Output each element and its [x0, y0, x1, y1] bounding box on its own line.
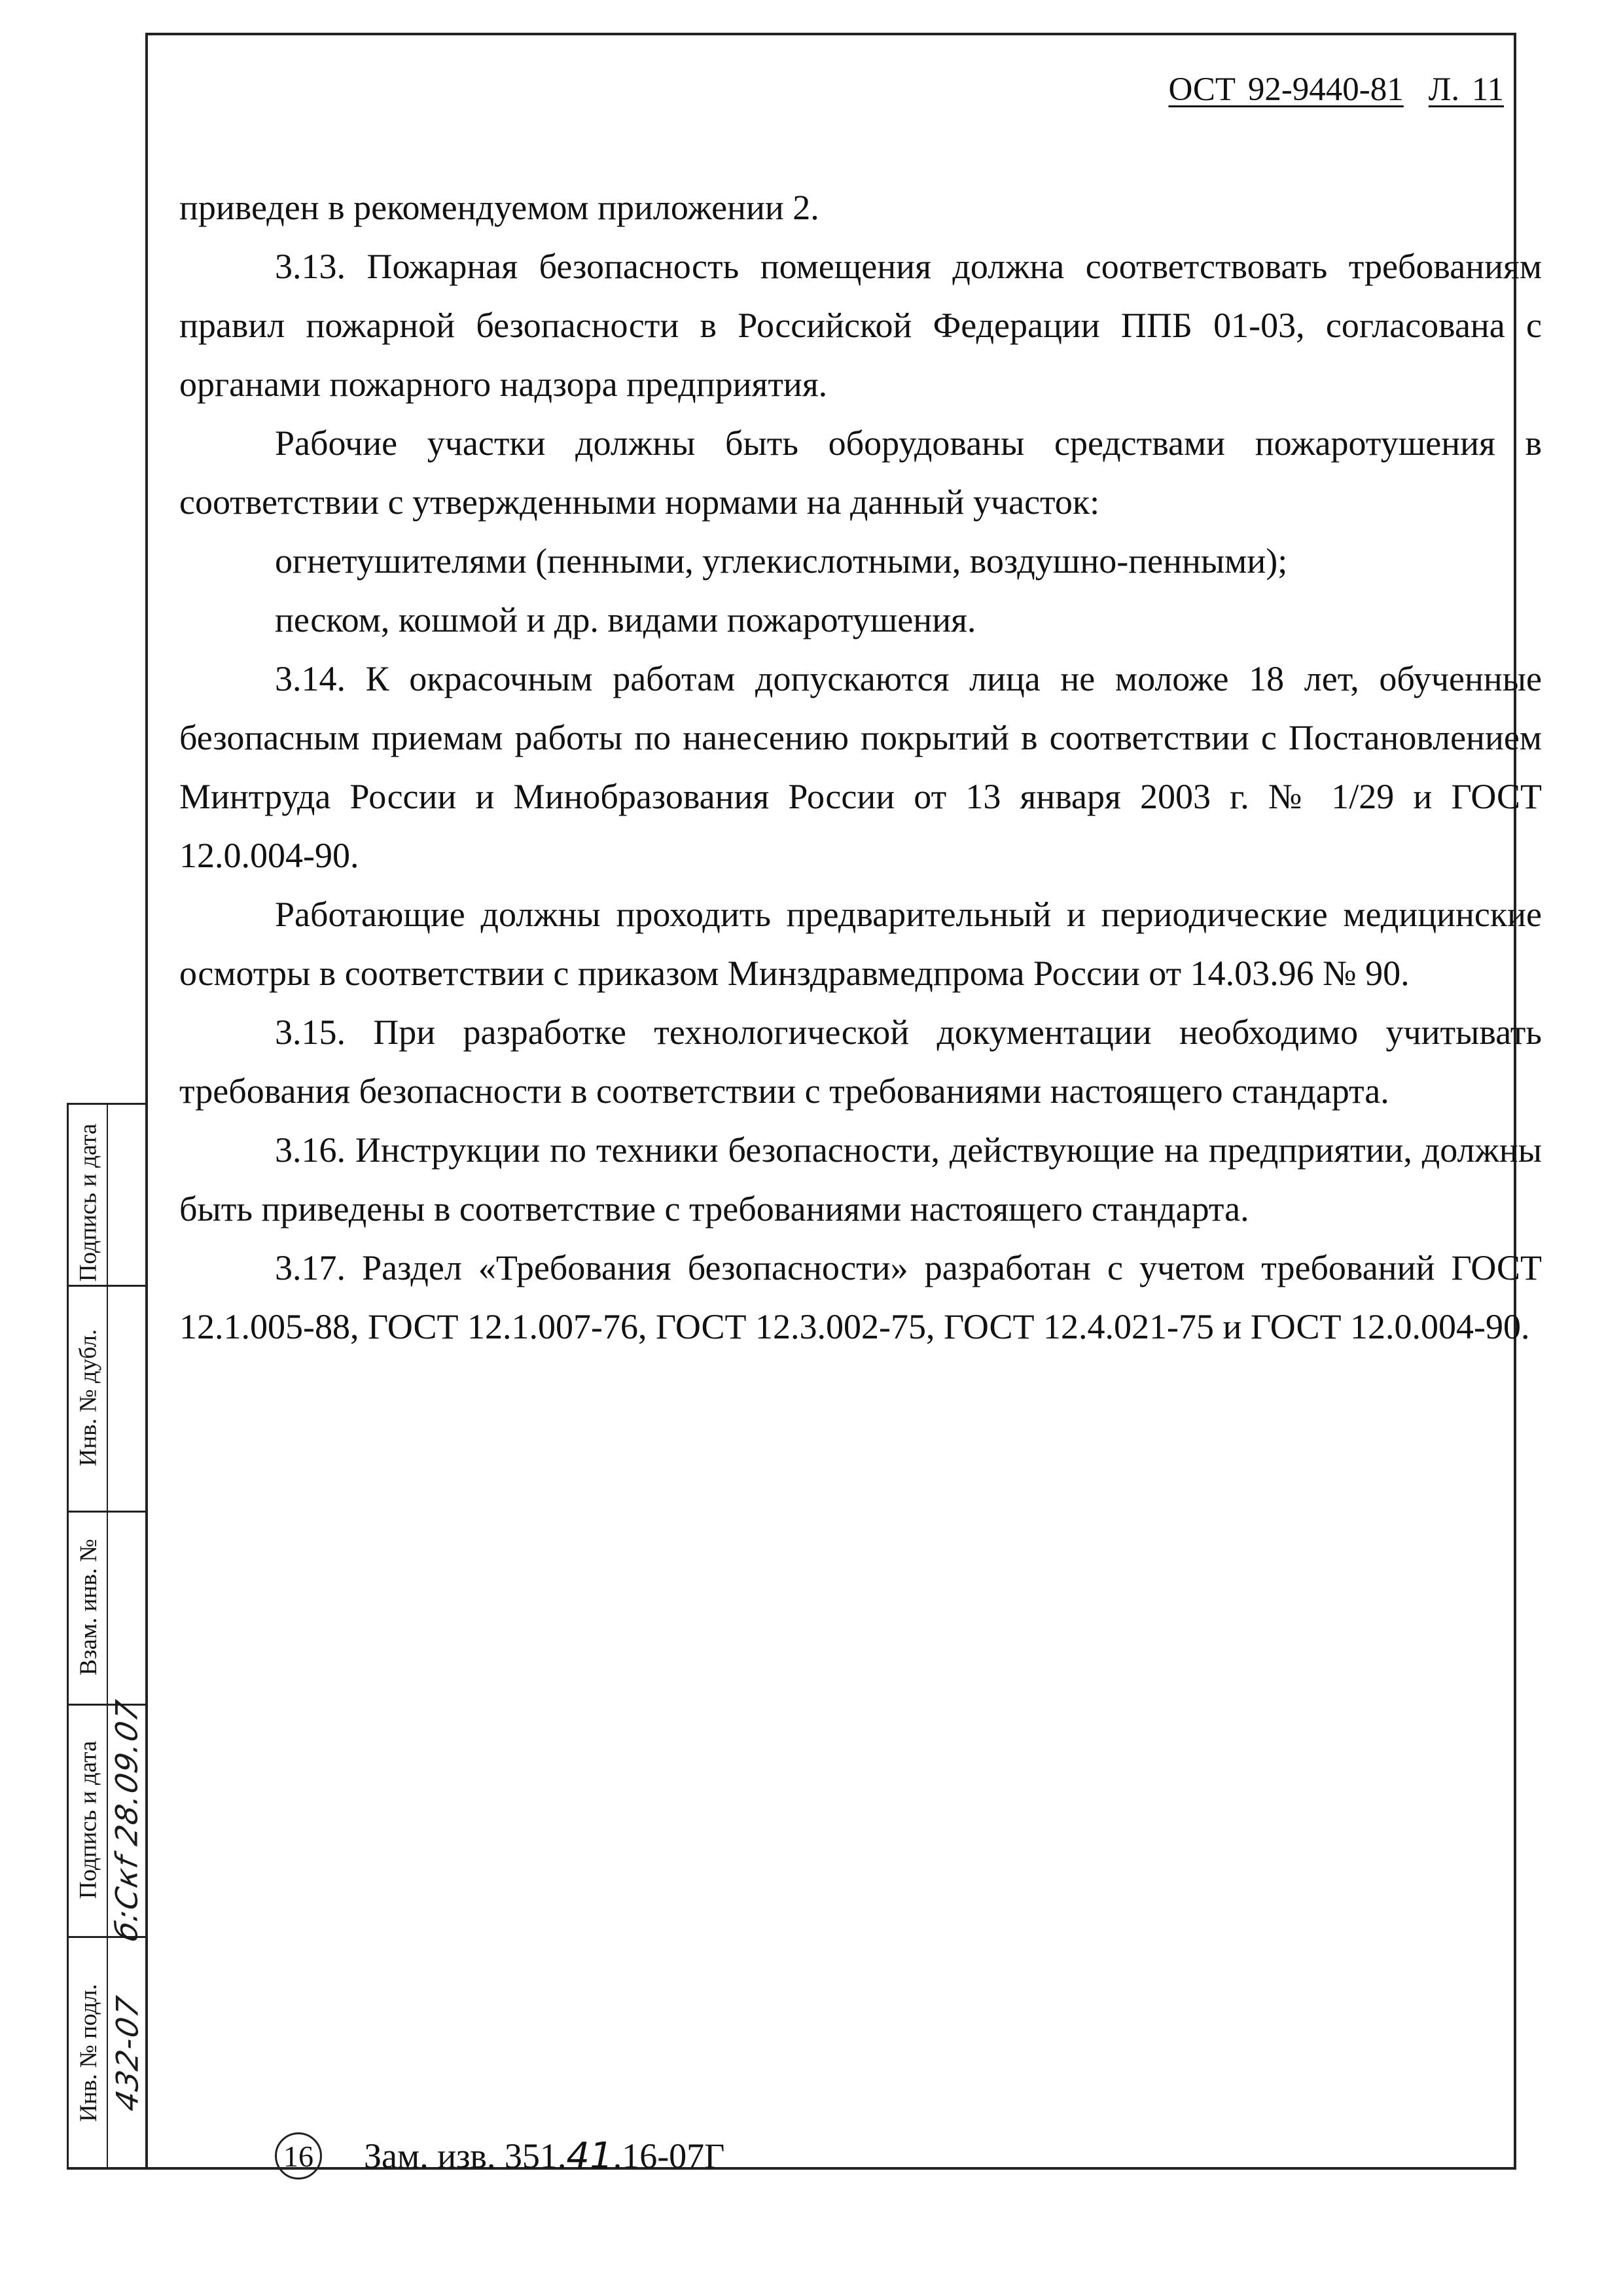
paragraph: Рабочие участки должны быть оборудованы средствами пожаротушения в соответствии с утвержденными нормами на данный участок: [179, 423, 1542, 522]
paragraph: 3.15. При разработке технологической документации необходимо учитывать требования безопасности в соответствии с требованиями настоящего стандарта. [179, 1013, 1542, 1111]
paragraph: 3.13. Пожарная безопасность помещения должна соответствовать требованиям правил пожарной безопасности в Российской Федерации ППБ 01-03, согласована с органами пожарного надзора предприятия. [179, 247, 1542, 404]
margin-stamp-strip [67, 1103, 145, 2170]
strip-label-signature-date-2: Подпись и дата [75, 1740, 102, 1899]
document-header [1168, 71, 1504, 109]
paragraph: приведен в рекомендуемом приложении 2. [179, 188, 819, 227]
paragraph: Работающие должны проходить предварительный и периодические медицинские осмотры в соответствии с приказом Минздравмедпрома России от 14.03.96 № 90. [179, 895, 1542, 993]
change-number-circle: 16 [275, 2132, 322, 2179]
sheet-number: Л. 11 [1428, 71, 1504, 108]
change-notice-handwritten-number: 41 [566, 2134, 613, 2178]
strip-label-duplicate-inv: Инв. № дубл. [75, 1329, 102, 1467]
strip-label-original-inv: Инв. № подл. [75, 1984, 102, 2122]
handwritten-original-inv-number: 432-07 [109, 1992, 145, 2114]
change-notice-prefix: Зам. изв. 351. [364, 2136, 567, 2176]
document-code: ОСТ 92-9440-81 [1168, 71, 1404, 108]
change-notice-suffix: .16-07Г [613, 2136, 725, 2176]
paragraph: 3.16. Инструкции по техники безопасности, действующие на предприятии, должны быть приведены в соответствие с требованиями настоящего стандарта. [179, 1130, 1542, 1229]
paragraph: 3.14. К окрасочным работам допускаются лица не моложе 18 лет, обученные безопасным приемам работы по нанесению покрытий в соответствии с Постановлением Минтруда России и Минобразования России от 13 января 2003 г. № 1/29 и ГОСТ 12.0.004-90. [179, 659, 1542, 875]
paragraph: песком, кошмой и др. видами пожаротушения. [275, 600, 976, 639]
paragraph: огнетушителями (пенными, углекислотными, воздушно-пенными); [275, 541, 1288, 581]
paragraph: 3.17. Раздел «Требования безопасности» разработан с учетом требований ГОСТ 12.1.005-88, ГОСТ 12.1.007-76, ГОСТ 12.3.002-75, ГОСТ 12.4.021-75 и ГОСТ 12.0.004-90. [179, 1248, 1542, 1346]
strip-label-signature-date-1: Подпись и дата [75, 1123, 102, 1282]
change-notice [275, 2132, 724, 2179]
document-body [179, 178, 1542, 1356]
handwritten-signature-date: б:Скf 28.09.07 [109, 1696, 145, 1944]
strip-label-replacement-inv: Взам. инв. № [75, 1539, 102, 1676]
